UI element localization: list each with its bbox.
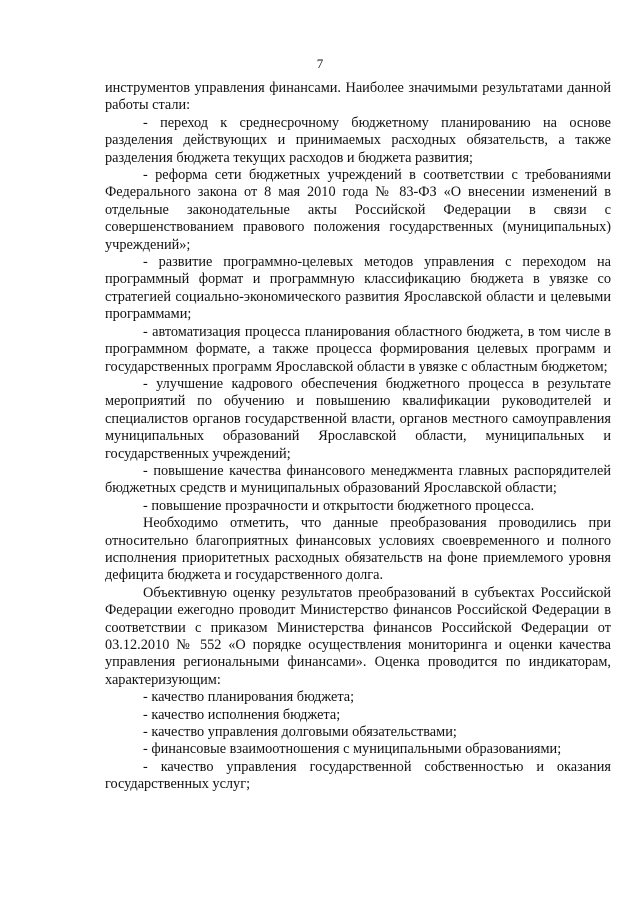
list-item-financial-management: - повышение качества финансового менеджмента главных распорядителей бюджетных средств и муниципальных образований Ярославской области; (105, 462, 611, 497)
list-item-staff-training: - улучшение кадрового обеспечения бюджетного процесса в результате мероприятий по обучению и повышению квалификации руководителей и специалистов органов государственной власти, органов местного самоуправления муниципальных образований Ярославской области, муниципальных и государственных учреждений; (105, 375, 611, 462)
indicator-execution: - качество исполнения бюджета; (143, 706, 341, 723)
list-item-program-methods: - развитие программно-целевых методов управления с переходом на программный формат и программную классификацию бюджета в увязке со стратегией социально-экономического развития Ярославской области и целевыми программами; (105, 254, 611, 323)
list-item-institution-reform: - реформа сети бюджетных учреждений в соответствии с требованиями Федерального закона от 8 мая 2010 года № 83-ФЗ «О внесении изменений в отдельные законодательные акты Российской Федерации в связи с совершенствованием правового положения государственных (муниципальных) учреждений»; (105, 167, 611, 253)
indicator-debt: - качество управления долговыми обязательствами; (143, 724, 457, 741)
document-body (105, 80, 611, 794)
indicator-property-services: - качество управления государственной собственностью и оказания государственных услуг; (105, 758, 611, 793)
paragraph-conditions: Необходимо отметить, что данные преобразования проводились при относительно благоприятных финансовых условиях своевременного и полного исполнения приоритетных расходных обязательств на фоне приемлемого уровня дефицита бюджета и государственного долга. (105, 515, 611, 584)
paragraph-evaluation: Объективную оценку результатов преобразований в субъектах Российской Федерации ежегодно проводит Министерство финансов Российской Федерации в соответствии с приказом Министерства финансов Российской Федерации от 03.12.2010 № 552 «О порядке осуществления мониторинга и оценки качества управления региональными финансами». Оценка проводится по индикаторам, характеризующим: (105, 584, 611, 688)
page-number: 7 (316, 56, 324, 71)
list-item-midterm-planning: - переход к среднесрочному бюджетному планированию на основе разделения действующих и принимаемых расходных обязательств, а также разделения бюджета текущих расходов и бюджета развития; (105, 114, 611, 166)
list-item-automation: - автоматизация процесса планирования областного бюджета, в том числе в программном формате, а также процесса формирования целевых программ и государственных программ Ярославской области в увязке с областным бюджетом; (105, 323, 611, 375)
indicator-municipal-relations: - финансовые взаимоотношения с муниципальными образованиями; (143, 741, 562, 758)
indicator-planning: - качество планирования бюджета; (143, 689, 355, 706)
list-item-transparency: - повышение прозрачности и открытости бюджетного процесса. (143, 497, 535, 514)
paragraph-intro: инструментов управления финансами. Наиболее значимыми результатами данной работы стали: (105, 80, 611, 114)
